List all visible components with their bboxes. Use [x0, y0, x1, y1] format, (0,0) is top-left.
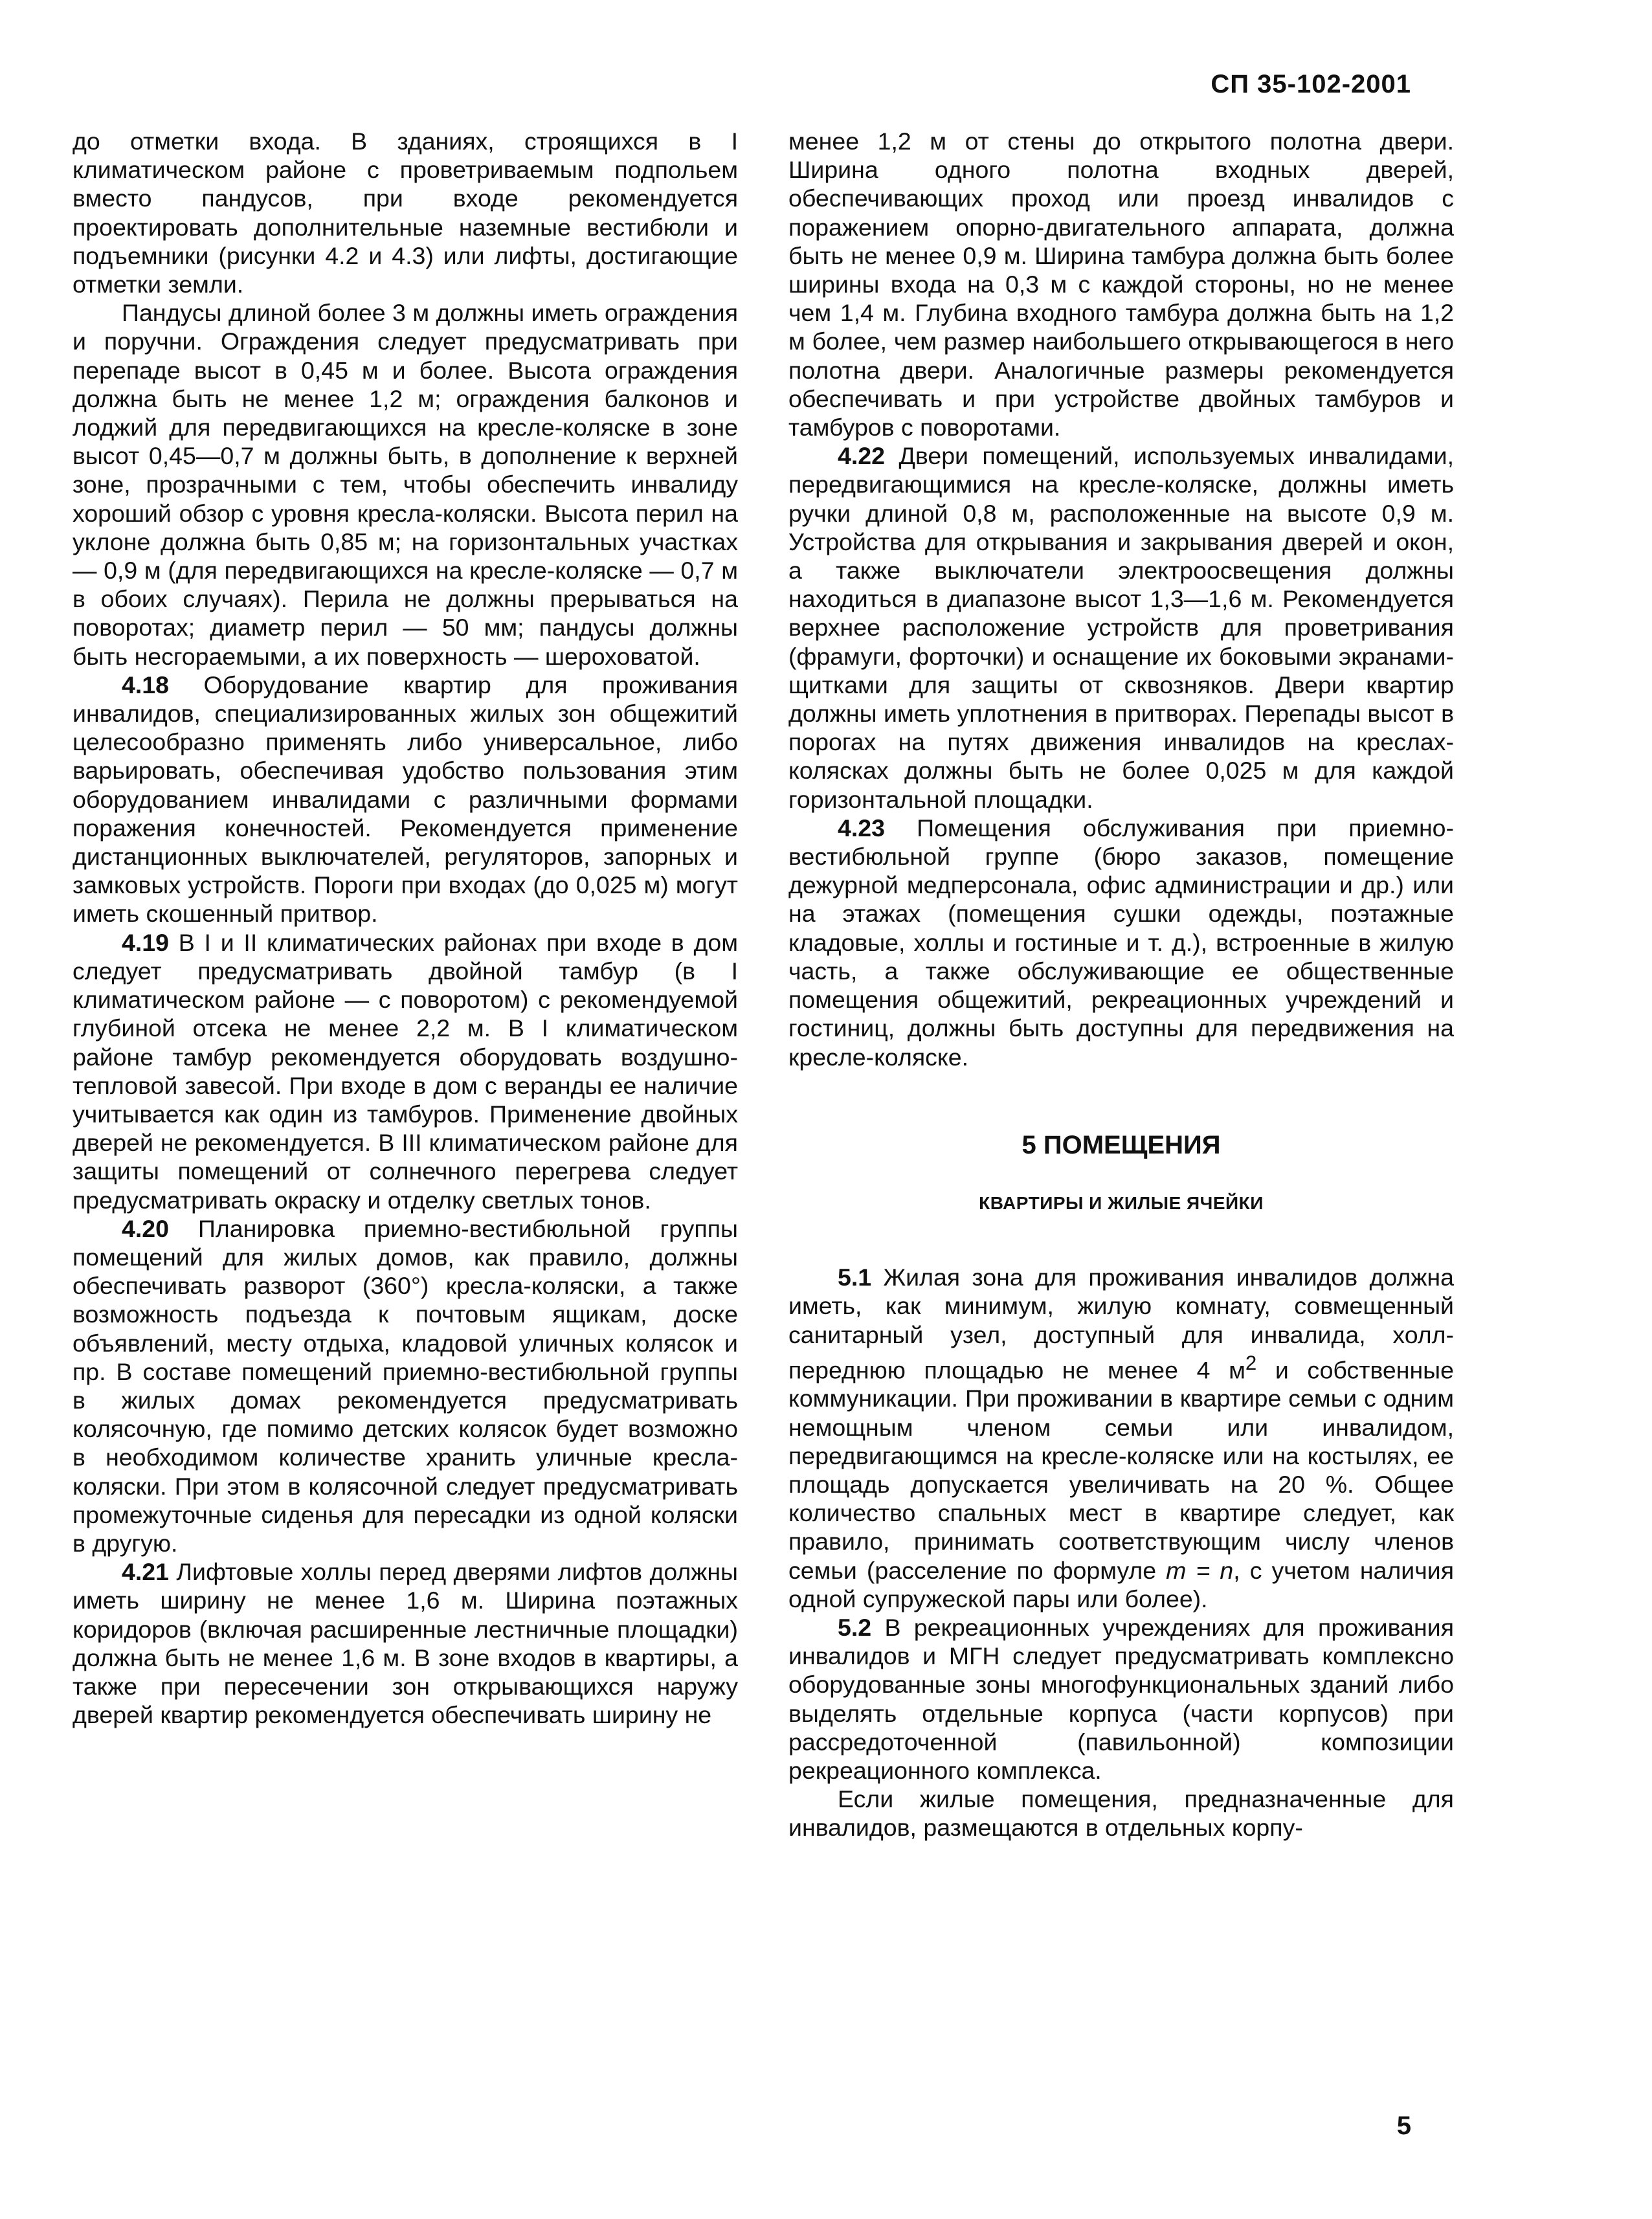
clause-text: Жилая зона для проживания инвалидов должна иметь, как минимум, жилую комнату, совмещенный санитарный узел, доступный для инвалида, холл-переднюю площадью не менее 4 м: [788, 1264, 1454, 1384]
clause-4-19: [73, 928, 738, 1214]
clause-text: Помещения обслуживания при приемно-вестибюльной группе (бюро заказов, помещение дежурной медперсонала, офис администрации и др.) или на этажах (помещения сушки одежды, поэтажные кладовые, холлы и гостиные и т. д.), встроенные в жилую часть, а также обслуживающие ее общественные помещения общежитий, рекреационных учреждений и гостиниц, должны быть доступны для передвижения на кресле-коляске.: [788, 814, 1455, 1071]
clause-text: Лифтовые холлы перед дверями лифтов должны иметь ширину не менее 1,6 м. Ширина поэтажных коридоров (включая расширенные лестничные площадки) должна быть не менее 1,6 м. В зоне входов в квартиры, а также при пересечении зон открывающихся наружу дверей квартир рекомендуется обеспечивать ширину не: [73, 1558, 738, 1729]
paragraph: менее 1,2 м от стены до открытого полотна двери. Ширина одного полотна входных дверей, обеспечивающих проход или проезд инвалидов с поражением опорно-двигательного аппарата, должна быть не менее 0,9 м. Ширина тамбура должна быть более ширины входа на 0,3 м с каждой стороны, но не менее чем 1,4 м. Глубина входного тамбура должна быть на 1,2 м более, чем размер наибольшего открывающегося в него полотна двери. Аналогичные размеры рекомендуется обеспечивать и при устройстве двойных тамбуров и тамбуров с поворотами.: [788, 128, 1454, 441]
clause-text: и собственные коммуникации. При проживании в квартире семьи с одним немощным членом семьи или инвалидом, передвигающимся на кресле-коляске или на костылях, ее площадь допускается увеличивать на 20 %. Общее количество спальных мест в квартире следует, как правило, принимать соответствующим числу членов семьи (расселение по формуле: [788, 1356, 1454, 1584]
paragraph: Пандусы длиной более 3 м должны иметь ограждения и поручни. Ограждения следует предусматривать при перепаде высот в 0,45 м и более. Высота ограждения должна быть не менее 1,2 м; ограждения балконов и лоджий для передвигающихся на кресле-коляске в зоне высот 0,45—0,7 м должны быть, в дополнение к верхней зоне, прозрачными с тем, чтобы обеспечить инвалиду хороший обзор с уровня кресла-коляски. Высота перил на уклоне должна быть 0,85 м; на горизонтальных участках — 0,9 м (для передвигающихся на кресле-коляске — 0,7 м в обоих случаях). Перила не должны прерываться на поворотах; диаметр перил — 50 мм; пандусы должны быть несгораемыми, а их поверхность — шероховатой.: [73, 299, 738, 670]
left-column: [73, 127, 738, 1729]
clause-text: Двери помещений, используемых инвалидами, передвигающимися на кресле-коляске, должны иметь ручки длиной 0,8 м, расположенные на высоте 0,9 м. Устройства для открывания и закрывания дверей и окон, а также выключатели электроосвещения должны находиться в диапазоне высот 1,3—1,6 м. Рекомендуется верхнее расположение устройств для проветривания (фрамуги, форточки) и оснащение их боковыми экранами-щитками для защиты от сквозняков. Двери квартир должны иметь уплотнения в притворах. Перепады высот в порогах на путях движения инвалидов на креслах-колясках должны быть не более 0,025 м для каждой горизонтальной площадки.: [788, 442, 1455, 813]
clause-5-1: [788, 1263, 1454, 1613]
clause-text: Оборудование квартир для проживания инвалидов, специализированных жилых зон общежитий целесообразно применять либо универсальное, либо варьировать, обеспечивая удобство пользования этим оборудованием инвалидами с различными формами поражения конечностей. Рекомендуется применение дистанционных выключателей, регуляторов, запорных и замковых устройств. Пороги при входах (до 0,025 м) могут иметь скошенный притвор.: [73, 671, 739, 928]
section-title: 5 ПОМЕЩЕНИЯ: [1021, 1130, 1221, 1159]
clause-number: 5.1: [838, 1264, 872, 1291]
clause-text: В рекреационных учреждениях для проживания инвалидов и МГН следует предусматривать комплексно оборудованные зоны многофункциональных зданий либо выделять отдельные корпуса (части корпусов) при рассредоточенной (павильонной) композиции рекреационного комплекса.: [788, 1614, 1454, 1785]
page-number: 5: [1396, 2112, 1411, 2140]
formula: m = n: [1166, 1556, 1234, 1584]
paragraph: до отметки входа. В зданиях, строящихся в I климатическом районе с проветриваемым подпольем вместо пандусов, при входе рекомендуется проектировать дополнительные наземные вестибюли и подъемники (рисунки 4.2 и 4.3) или лифты, достигающие отметки земли.: [73, 128, 738, 298]
clause-text: , с учетом наличия одной супружеской пары или более).: [788, 1556, 1454, 1612]
clause-number: 4.20: [122, 1214, 169, 1242]
right-column: [788, 127, 1454, 1842]
subsection-title: КВАРТИРЫ И ЖИЛЫЕ ЯЧЕЙКИ: [979, 1192, 1264, 1213]
clause-number: 4.18: [122, 671, 169, 698]
clause-4-23: [788, 814, 1454, 1071]
clause-number: 4.21: [122, 1558, 169, 1586]
clause-text: Планировка приемно-вестибюльной группы помещений для жилых домов, как правило, должны обеспечивать разворот (360°) кресла-коляски, а также возможность подъезда к почтовым ящикам, доске объявлений, месту отдыха, кладовой уличных колясок и пр. В составе помещений приемно-вестибюльной группы в жилых домах рекомендуется предусматривать колясочную, где помимо детских колясок будет возможно в необходимом количестве хранить уличные кресла-коляски. При этом в колясочной следует предусматривать промежуточные сиденья для пересадки из одной коляски в другую.: [73, 1214, 738, 1557]
clause-text: В I и II климатических районах при входе в дом следует предусматривать двойной тамбур (в I климатическом районе — с поворотом) с рекомендуемой глубиной отсека не менее 2,2 м. В I климатическом районе тамбур рекомендуется оборудовать воздушно-тепловой завесой. При входе в дом с веранды ее наличие учитывается как один из тамбуров. Применение двойных дверей не рекомендуется. В III климатическом районе для защиты помещений от солнечного перегрева следует предусматривать окраску и отделку светлых тонов.: [73, 928, 738, 1214]
paragraph: Если жилые помещения, предназначенные для инвалидов, размещаются в отдельных корпу-: [788, 1785, 1454, 1842]
clause-number: 5.2: [838, 1614, 872, 1642]
superscript: 2: [1245, 1351, 1257, 1374]
clause-number: 4.23: [838, 814, 885, 842]
clause-4-22: [788, 441, 1454, 814]
clause-number: 4.22: [838, 442, 885, 470]
clause-number: 4.19: [122, 928, 169, 956]
clause-4-20: [73, 1214, 738, 1557]
clause-4-18: [73, 671, 738, 928]
clause-4-21: [73, 1557, 738, 1729]
clause-5-2: [788, 1613, 1454, 1785]
document-code: СП 35-102-2001: [1211, 70, 1411, 98]
